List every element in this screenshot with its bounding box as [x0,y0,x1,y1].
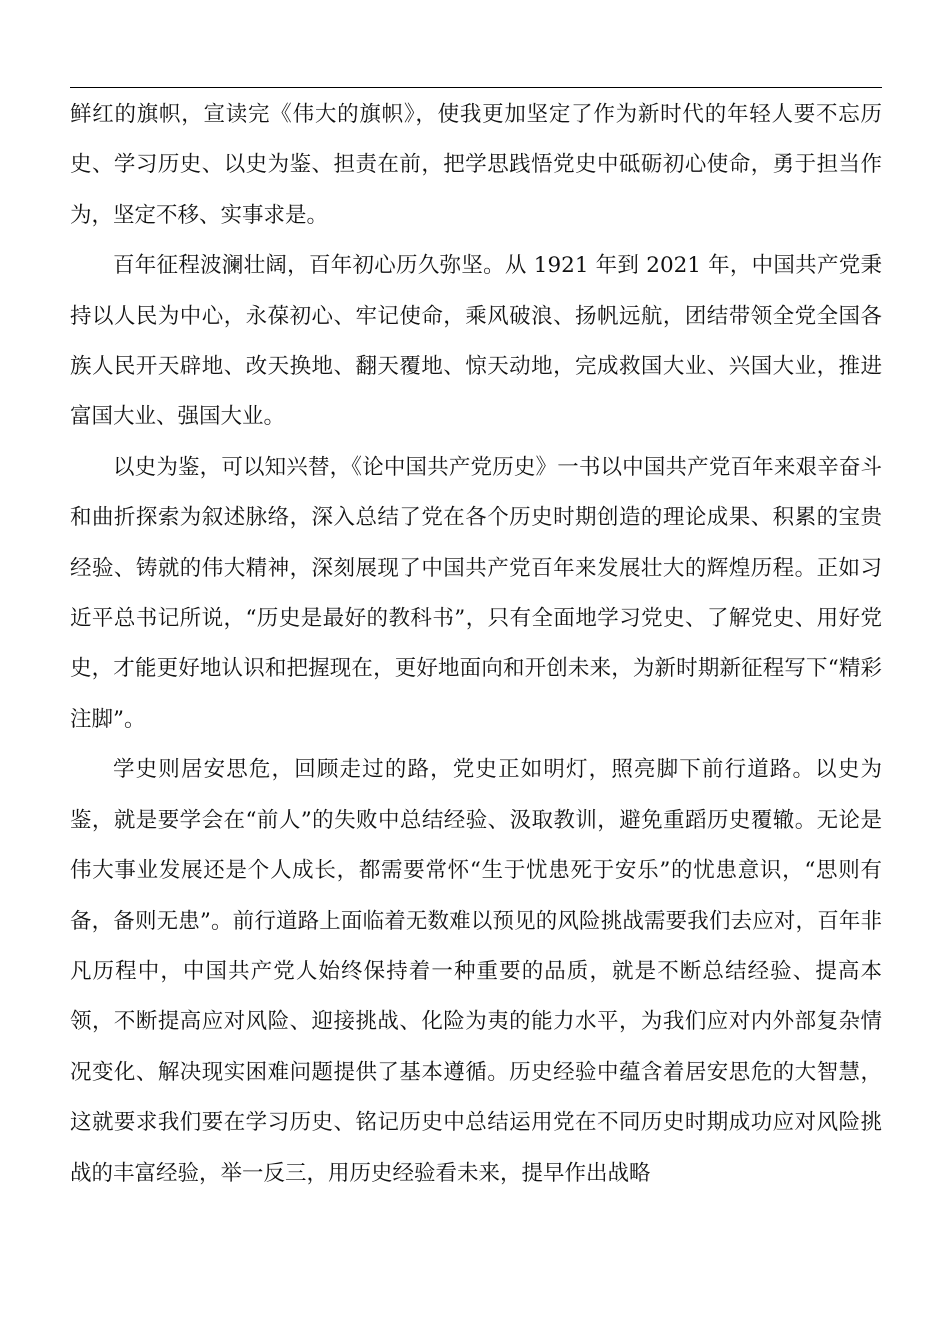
paragraph-1: 鲜红的旗帜，宣读完《伟大的旗帜》，使我更加坚定了作为新时代的年轻人要不忘历史、学习历史、以史为鉴、担责在前，把学思践悟党史中砥砺初心使命，勇于担当作为，坚定不移、实事求是。 [70,102,882,228]
header-rule [70,87,882,88]
document-body [70,90,882,1199]
paragraph-2: 百年征程波澜壮阔，百年初心历久弥坚。从 1921 年到 2021 年，中国共产党秉持以人民为中心，永葆初心、牢记使命，乘风破浪、扬帆远航，团结带领全党全国各族人民开天辟地、改天换地、翻天覆地、惊天动地，完成救国大业、兴国大业，推进富国大业、强国大业。 [70,253,882,430]
paragraph-3: 以史为鉴，可以知兴替，《论中国共产党历史》一书以中国共产党百年来艰辛奋斗和曲折探索为叙述脉络，深入总结了党在各个历史时期创造的理论成果、积累的宝贵经验、铸就的伟大精神，深刻展现了中国共产党百年来发展壮大的辉煌历程。正如习近平总书记所说，“历史是最好的教科书”，只有全面地学习党史、了解党史、用好党史，才能更好地认识和把握现在，更好地面向和开创未来，为新时期新征程写下“精彩注脚”。 [70,454,882,732]
paragraph-4: 学史则居安思危，回顾走过的路，党史正如明灯，照亮脚下前行道路。以史为鉴，就是要学会在“前人”的失败中总结经验、汲取教训，避免重蹈历史覆辙。无论是伟大事业发展还是个人成长，都需要常怀“生于忧患死于安乐”的忧患意识，“思则有备，备则无患”。前行道路上面临着无数难以预见的风险挑战需要我们去应对，百年非凡历程中，中国共产党人始终保持着一种重要的品质，就是不断总结经验、提高本领，不断提高应对风险、迎接挑战、化险为夷的能力水平，为我们应对内外部复杂情况变化、解决现实困难问题提供了基本遵循。历史经验中蕴含着居安思危的大智慧，这就要求我们要在学习历史、铭记历史中总结运用党在不同历史时期成功应对风险挑战的丰富经验，举一反三，用历史经验看未来，提早作出战略 [70,757,882,1186]
